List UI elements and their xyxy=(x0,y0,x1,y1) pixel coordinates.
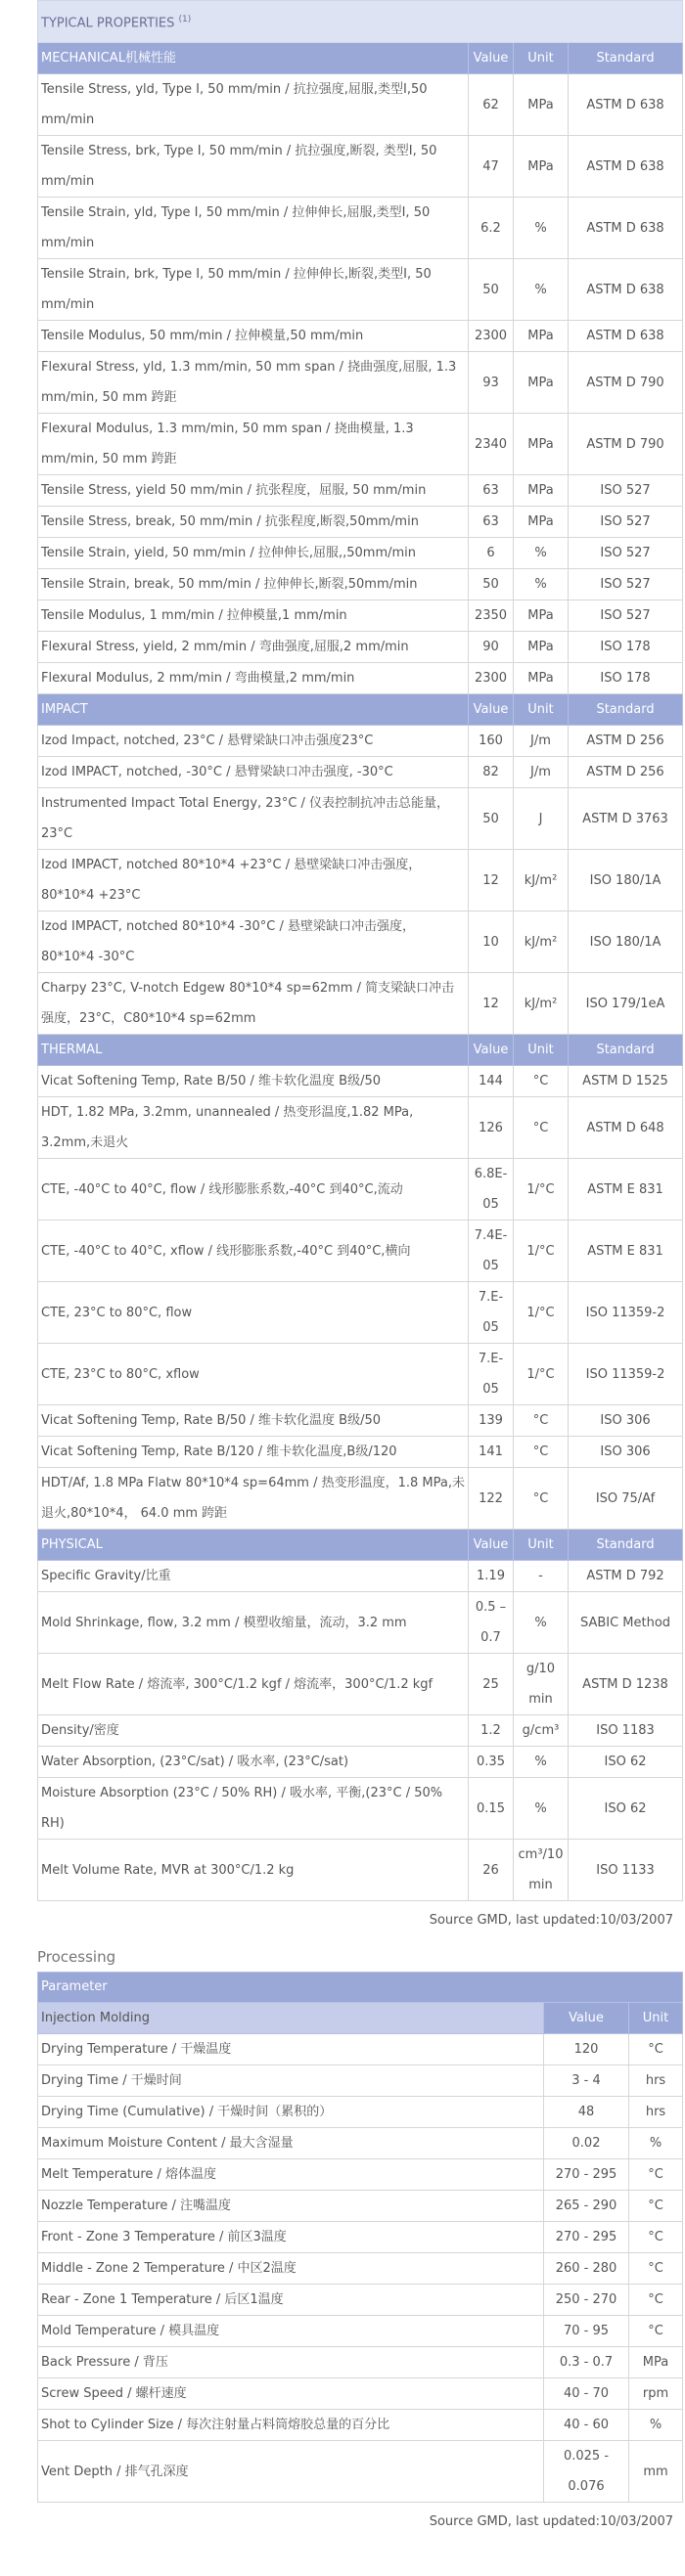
property-name: Tensile Strain, brk, Type I, 50 mm/min / 拉伸伸长,断裂,类型I, 50 mm/min xyxy=(38,259,469,321)
property-value: 2300 xyxy=(469,663,514,694)
processing-parameter: Melt Temperature / 熔体温度 xyxy=(38,2159,544,2191)
property-name: Vicat Softening Temp, Rate B/120 / 维卡软化温度,B级/120 xyxy=(38,1437,469,1468)
property-value: 2350 xyxy=(469,600,514,632)
property-standard: ISO 1183 xyxy=(569,1715,683,1747)
title-footnote: (1) xyxy=(178,14,192,24)
processing-parameter: Rear - Zone 1 Temperature / 后区1温度 xyxy=(38,2285,544,2316)
processing-parameter-header-row xyxy=(38,1973,683,2003)
property-unit: kJ/m² xyxy=(514,911,569,973)
property-unit: °C xyxy=(514,1066,569,1097)
property-standard: ISO 179/1eA xyxy=(569,973,683,1035)
property-row xyxy=(38,1592,683,1654)
property-standard: ASTM D 638 xyxy=(569,74,683,136)
property-standard: ASTM D 638 xyxy=(569,321,683,352)
property-row xyxy=(38,1159,683,1221)
property-standard: ASTM D 1525 xyxy=(569,1066,683,1097)
property-unit: kJ/m² xyxy=(514,973,569,1035)
property-value: 2300 xyxy=(469,321,514,352)
property-unit: 1/°C xyxy=(514,1159,569,1221)
property-value: 7.E-05 xyxy=(469,1344,514,1405)
processing-row xyxy=(38,2316,683,2347)
property-row xyxy=(38,1221,683,1282)
property-unit: °C xyxy=(514,1468,569,1530)
property-name: Density/密度 xyxy=(38,1715,469,1747)
property-row xyxy=(38,1747,683,1778)
value-header: Value xyxy=(469,694,514,726)
property-name: Tensile Strain, yld, Type I, 50 mm/min / 拉伸伸长,屈服,类型I, 50 mm/min xyxy=(38,198,469,259)
processing-row xyxy=(38,2065,683,2097)
property-value: 93 xyxy=(469,352,514,414)
processing-value: 0.02 xyxy=(544,2128,629,2159)
value-header: Value xyxy=(469,43,514,74)
property-value: 63 xyxy=(469,475,514,507)
property-name: Water Absorption, (23°C/sat) / 吸水率, (23°C/sat) xyxy=(38,1747,469,1778)
property-standard: ISO 527 xyxy=(569,600,683,632)
property-name: Tensile Modulus, 1 mm/min / 拉伸模量,1 mm/min xyxy=(38,600,469,632)
property-row xyxy=(38,321,683,352)
value-header: Value xyxy=(469,1530,514,1561)
value-header: Value xyxy=(469,1035,514,1066)
property-row xyxy=(38,1097,683,1159)
property-name: HDT, 1.82 MPa, 3.2mm, unannealed / 热变形温度,1.82 MPa, 3.2mm,未退火 xyxy=(38,1097,469,1159)
property-name: Izod IMPACT, notched 80*10*4 -30°C / 悬壁梁缺口冲击强度，80*10*4 -30°C xyxy=(38,911,469,973)
processing-value: 0.3 - 0.7 xyxy=(544,2347,629,2378)
standard-header: Standard xyxy=(569,694,683,726)
processing-parameter: Middle - Zone 2 Temperature / 中区2温度 xyxy=(38,2253,544,2285)
property-standard: ASTM D 790 xyxy=(569,414,683,475)
property-unit: - xyxy=(514,1561,569,1592)
injection-molding-label: Injection Molding xyxy=(38,2003,544,2034)
property-standard: ISO 180/1A xyxy=(569,850,683,911)
property-unit: MPa xyxy=(514,74,569,136)
property-unit: % xyxy=(514,198,569,259)
property-value: 122 xyxy=(469,1468,514,1530)
section-name: IMPACT xyxy=(38,694,469,726)
typical-properties-table xyxy=(37,0,683,1901)
property-unit: MPa xyxy=(514,663,569,694)
processing-row xyxy=(38,2159,683,2191)
property-unit: MPa xyxy=(514,321,569,352)
property-standard: ISO 11359-2 xyxy=(569,1344,683,1405)
property-unit: % xyxy=(514,1747,569,1778)
processing-row xyxy=(38,2253,683,2285)
property-row xyxy=(38,632,683,663)
processing-unit: hrs xyxy=(629,2097,683,2128)
property-row xyxy=(38,1840,683,1901)
property-unit: J xyxy=(514,788,569,850)
property-value: 126 xyxy=(469,1097,514,1159)
section-header-row xyxy=(38,1530,683,1561)
property-standard: ISO 62 xyxy=(569,1747,683,1778)
property-standard: ISO 11359-2 xyxy=(569,1282,683,1344)
property-row xyxy=(38,600,683,632)
processing-value: 260 - 280 xyxy=(544,2253,629,2285)
processing-value: 270 - 295 xyxy=(544,2222,629,2253)
processing-unit: rpm xyxy=(629,2378,683,2410)
property-value: 1.2 xyxy=(469,1715,514,1747)
property-standard: ASTM E 831 xyxy=(569,1159,683,1221)
property-unit: MPa xyxy=(514,414,569,475)
property-name: Tensile Strain, break, 50 mm/min / 拉伸伸长,断裂,50mm/min xyxy=(38,569,469,600)
processing-title: Processing xyxy=(37,1948,116,1966)
property-value: 6.8E-05 xyxy=(469,1159,514,1221)
processing-parameter: Maximum Moisture Content / 最大含湿量 xyxy=(38,2128,544,2159)
processing-unit: mm xyxy=(629,2441,683,2503)
section-name: PHYSICAL xyxy=(38,1530,469,1561)
property-value: 50 xyxy=(469,259,514,321)
unit-header: Unit xyxy=(514,43,569,74)
property-name: Mold Shrinkage, flow, 3.2 mm / 模塑收缩量，流动，3.2 mm xyxy=(38,1592,469,1654)
processing-parameter: Mold Temperature / 模具温度 xyxy=(38,2316,544,2347)
property-value: 25 xyxy=(469,1654,514,1715)
property-row xyxy=(38,1066,683,1097)
property-value: 7.4E-05 xyxy=(469,1221,514,1282)
processing-value: 0.025 - 0.076 xyxy=(544,2441,629,2503)
processing-section-row xyxy=(38,2003,683,2034)
property-row xyxy=(38,1654,683,1715)
property-unit: % xyxy=(514,1778,569,1840)
property-row xyxy=(38,414,683,475)
property-row xyxy=(38,1344,683,1405)
property-standard: ASTM D 792 xyxy=(569,1561,683,1592)
property-standard: SABIC Method xyxy=(569,1592,683,1654)
property-unit: % xyxy=(514,1592,569,1654)
standard-header: Standard xyxy=(569,1035,683,1066)
property-value: 26 xyxy=(469,1840,514,1901)
processing-row xyxy=(38,2347,683,2378)
property-value: 82 xyxy=(469,757,514,788)
processing-unit: % xyxy=(629,2128,683,2159)
property-unit: MPa xyxy=(514,352,569,414)
property-name: Tensile Stress, yld, Type I, 50 mm/min / 抗拉强度,屈服,类型I,50 mm/min xyxy=(38,74,469,136)
property-unit: °C xyxy=(514,1405,569,1437)
property-name: CTE, -40°C to 40°C, xflow / 线形膨胀系数,-40°C 到40°C,横向 xyxy=(38,1221,469,1282)
property-name: Melt Volume Rate, MVR at 300°C/1.2 kg xyxy=(38,1840,469,1901)
property-value: 0.15 xyxy=(469,1778,514,1840)
property-standard: ISO 306 xyxy=(569,1437,683,1468)
property-row xyxy=(38,1715,683,1747)
property-value: 12 xyxy=(469,850,514,911)
processing-parameter: Back Pressure / 背压 xyxy=(38,2347,544,2378)
property-name: Flexural Modulus, 2 mm/min / 弯曲模量,2 mm/min xyxy=(38,663,469,694)
property-value: 10 xyxy=(469,911,514,973)
property-row xyxy=(38,352,683,414)
property-value: 90 xyxy=(469,632,514,663)
property-row xyxy=(38,1405,683,1437)
processing-row xyxy=(38,2034,683,2065)
property-name: Vicat Softening Temp, Rate B/50 / 维卡软化温度 B级/50 xyxy=(38,1066,469,1097)
processing-value-header: Value xyxy=(544,2003,629,2034)
property-name: HDT/Af, 1.8 MPa Flatw 80*10*4 sp=64mm / 热变形温度，1.8 MPa,未退火,80*10*4， 64.0 mm 跨距 xyxy=(38,1468,469,1530)
processing-row xyxy=(38,2222,683,2253)
property-unit: % xyxy=(514,569,569,600)
processing-row xyxy=(38,2441,683,2503)
property-unit: MPa xyxy=(514,475,569,507)
property-standard: ASTM D 256 xyxy=(569,757,683,788)
property-value: 1.19 xyxy=(469,1561,514,1592)
processing-value: 40 - 60 xyxy=(544,2410,629,2441)
parameter-header: Parameter xyxy=(38,1973,683,2003)
property-row xyxy=(38,788,683,850)
property-value: 62 xyxy=(469,74,514,136)
processing-value: 250 - 270 xyxy=(544,2285,629,2316)
processing-value: 120 xyxy=(544,2034,629,2065)
property-name: Charpy 23°C, V-notch Edgew 80*10*4 sp=62mm / 简支梁缺口冲击强度，23°C，C80*10*4 sp=62mm xyxy=(38,973,469,1035)
property-unit: 1/°C xyxy=(514,1282,569,1344)
processing-value: 3 - 4 xyxy=(544,2065,629,2097)
processing-unit: °C xyxy=(629,2222,683,2253)
property-standard: ISO 527 xyxy=(569,475,683,507)
property-row xyxy=(38,136,683,198)
property-unit: kJ/m² xyxy=(514,850,569,911)
property-row xyxy=(38,198,683,259)
property-value: 139 xyxy=(469,1405,514,1437)
property-name: Tensile Strain, yield, 50 mm/min / 拉伸伸长,屈服,,50mm/min xyxy=(38,538,469,569)
section-name: THERMAL xyxy=(38,1035,469,1066)
property-standard: ISO 527 xyxy=(569,538,683,569)
property-unit: 1/°C xyxy=(514,1221,569,1282)
property-standard: ISO 180/1A xyxy=(569,911,683,973)
property-standard: ISO 178 xyxy=(569,632,683,663)
processing-value: 270 - 295 xyxy=(544,2159,629,2191)
processing-unit: °C xyxy=(629,2316,683,2347)
processing-value: 40 - 70 xyxy=(544,2378,629,2410)
property-standard: ASTM D 638 xyxy=(569,259,683,321)
processing-parameter: Vent Depth / 排气孔深度 xyxy=(38,2441,544,2503)
property-value: 160 xyxy=(469,726,514,757)
property-unit: % xyxy=(514,538,569,569)
property-name: Vicat Softening Temp, Rate B/50 / 维卡软化温度 B级/50 xyxy=(38,1405,469,1437)
property-name: Tensile Stress, break, 50 mm/min / 抗张程度,断裂,50mm/min xyxy=(38,507,469,538)
property-standard: ISO 527 xyxy=(569,507,683,538)
property-value: 50 xyxy=(469,569,514,600)
property-value: 6 xyxy=(469,538,514,569)
property-unit: cm³/10 min xyxy=(514,1840,569,1901)
processing-parameter: Front - Zone 3 Temperature / 前区3温度 xyxy=(38,2222,544,2253)
property-value: 0.5 – 0.7 xyxy=(469,1592,514,1654)
section-header-row xyxy=(38,1035,683,1066)
typical-properties-source: Source GMD, last updated:10/03/2007 xyxy=(429,1913,673,1928)
section-name: MECHANICAL机械性能 xyxy=(38,43,469,74)
processing-parameter: Nozzle Temperature / 注嘴温度 xyxy=(38,2191,544,2222)
property-unit: 1/°C xyxy=(514,1344,569,1405)
property-standard: ASTM D 790 xyxy=(569,352,683,414)
processing-unit: °C xyxy=(629,2191,683,2222)
property-row xyxy=(38,1437,683,1468)
property-unit: MPa xyxy=(514,507,569,538)
property-value: 6.2 xyxy=(469,198,514,259)
processing-table xyxy=(37,1972,683,2503)
unit-header: Unit xyxy=(514,694,569,726)
property-name: Flexural Stress, yield, 2 mm/min / 弯曲强度,屈服,2 mm/min xyxy=(38,632,469,663)
property-standard: ASTM D 256 xyxy=(569,726,683,757)
processing-parameter: Drying Time / 干燥时间 xyxy=(38,2065,544,2097)
property-name: Instrumented Impact Total Energy, 23°C / 仪表控制抗冲击总能量，23°C xyxy=(38,788,469,850)
property-standard: ISO 178 xyxy=(569,663,683,694)
property-value: 141 xyxy=(469,1437,514,1468)
property-name: Tensile Stress, brk, Type I, 50 mm/min / 抗拉强度,断裂, 类型I, 50 mm/min xyxy=(38,136,469,198)
property-row xyxy=(38,1468,683,1530)
processing-unit-header: Unit xyxy=(629,2003,683,2034)
processing-value: 70 - 95 xyxy=(544,2316,629,2347)
property-standard: ISO 1133 xyxy=(569,1840,683,1901)
property-row xyxy=(38,507,683,538)
property-unit: MPa xyxy=(514,632,569,663)
typical-properties-title-row xyxy=(38,1,683,43)
processing-unit: °C xyxy=(629,2034,683,2065)
property-row xyxy=(38,973,683,1035)
processing-parameter: Drying Temperature / 干燥温度 xyxy=(38,2034,544,2065)
property-row xyxy=(38,726,683,757)
typical-properties-title xyxy=(38,1,683,43)
processing-row xyxy=(38,2378,683,2410)
processing-parameter: Shot to Cylinder Size / 每次注射量占料筒熔胶总量的百分比 xyxy=(38,2410,544,2441)
property-unit: °C xyxy=(514,1097,569,1159)
unit-header: Unit xyxy=(514,1035,569,1066)
property-name: Melt Flow Rate / 熔流率, 300°C/1.2 kgf / 熔流率，300°C/1.2 kgf xyxy=(38,1654,469,1715)
processing-unit: hrs xyxy=(629,2065,683,2097)
property-row xyxy=(38,850,683,911)
standard-header: Standard xyxy=(569,1530,683,1561)
processing-parameter: Screw Speed / 螺杆速度 xyxy=(38,2378,544,2410)
standard-header: Standard xyxy=(569,43,683,74)
property-standard: ASTM D 1238 xyxy=(569,1654,683,1715)
section-header-row xyxy=(38,694,683,726)
processing-unit: °C xyxy=(629,2253,683,2285)
property-value: 50 xyxy=(469,788,514,850)
property-standard: ASTM E 831 xyxy=(569,1221,683,1282)
property-standard: ASTM D 3763 xyxy=(569,788,683,850)
processing-row xyxy=(38,2128,683,2159)
processing-value: 48 xyxy=(544,2097,629,2128)
property-row xyxy=(38,569,683,600)
property-row xyxy=(38,74,683,136)
property-row xyxy=(38,757,683,788)
property-unit: MPa xyxy=(514,600,569,632)
property-unit: g/cm³ xyxy=(514,1715,569,1747)
property-unit: MPa xyxy=(514,136,569,198)
property-value: 2340 xyxy=(469,414,514,475)
processing-parameter: Drying Time (Cumulative) / 干燥时间（累积的） xyxy=(38,2097,544,2128)
property-name: Specific Gravity/比重 xyxy=(38,1561,469,1592)
property-row xyxy=(38,1778,683,1840)
property-row xyxy=(38,259,683,321)
property-row xyxy=(38,475,683,507)
property-name: Izod IMPACT, notched, -30°C / 悬臂梁缺口冲击强度, -30°C xyxy=(38,757,469,788)
processing-unit: °C xyxy=(629,2159,683,2191)
property-value: 63 xyxy=(469,507,514,538)
processing-value: 265 - 290 xyxy=(544,2191,629,2222)
processing-source: Source GMD, last updated:10/03/2007 xyxy=(429,2514,673,2529)
property-value: 12 xyxy=(469,973,514,1035)
property-standard: ISO 527 xyxy=(569,569,683,600)
property-value: 47 xyxy=(469,136,514,198)
property-unit: J/m xyxy=(514,726,569,757)
processing-row xyxy=(38,2410,683,2441)
property-row xyxy=(38,911,683,973)
property-name: Flexural Modulus, 1.3 mm/min, 50 mm span / 挠曲模量, 1.3 mm/min, 50 mm 跨距 xyxy=(38,414,469,475)
property-row xyxy=(38,1561,683,1592)
property-standard: ASTM D 648 xyxy=(569,1097,683,1159)
property-value: 144 xyxy=(469,1066,514,1097)
property-name: Izod Impact, notched, 23°C / 悬臂梁缺口冲击强度23°C xyxy=(38,726,469,757)
processing-row xyxy=(38,2285,683,2316)
property-unit: °C xyxy=(514,1437,569,1468)
property-name: Tensile Modulus, 50 mm/min / 拉伸模量,50 mm/min xyxy=(38,321,469,352)
property-unit: g/10 min xyxy=(514,1654,569,1715)
property-name: Moisture Absorption (23°C / 50% RH) / 吸水率, 平衡,(23°C / 50% RH) xyxy=(38,1778,469,1840)
processing-unit: °C xyxy=(629,2285,683,2316)
property-name: CTE, 23°C to 80°C, xflow xyxy=(38,1344,469,1405)
property-unit: J/m xyxy=(514,757,569,788)
section-header-row xyxy=(38,43,683,74)
property-standard: ISO 75/Af xyxy=(569,1468,683,1530)
property-name: CTE, 23°C to 80°C, flow xyxy=(38,1282,469,1344)
property-value: 0.35 xyxy=(469,1747,514,1778)
title-text: TYPICAL PROPERTIES xyxy=(41,16,175,31)
processing-unit: MPa xyxy=(629,2347,683,2378)
unit-header: Unit xyxy=(514,1530,569,1561)
property-row xyxy=(38,1282,683,1344)
processing-row xyxy=(38,2097,683,2128)
property-standard: ASTM D 638 xyxy=(569,136,683,198)
property-row xyxy=(38,538,683,569)
property-name: CTE, -40°C to 40°C, flow / 线形膨胀系数,-40°C 到40°C,流动 xyxy=(38,1159,469,1221)
property-name: Tensile Stress, yield 50 mm/min / 抗张程度，屈服, 50 mm/min xyxy=(38,475,469,507)
property-unit: % xyxy=(514,259,569,321)
processing-row xyxy=(38,2191,683,2222)
property-name: Izod IMPACT, notched 80*10*4 +23°C / 悬壁梁缺口冲击强度，80*10*4 +23°C xyxy=(38,850,469,911)
processing-unit: % xyxy=(629,2410,683,2441)
property-standard: ISO 306 xyxy=(569,1405,683,1437)
property-name: Flexural Stress, yld, 1.3 mm/min, 50 mm span / 挠曲强度,屈服, 1.3 mm/min, 50 mm 跨距 xyxy=(38,352,469,414)
property-standard: ASTM D 638 xyxy=(569,198,683,259)
property-standard: ISO 62 xyxy=(569,1778,683,1840)
property-value: 7.E-05 xyxy=(469,1282,514,1344)
property-row xyxy=(38,663,683,694)
